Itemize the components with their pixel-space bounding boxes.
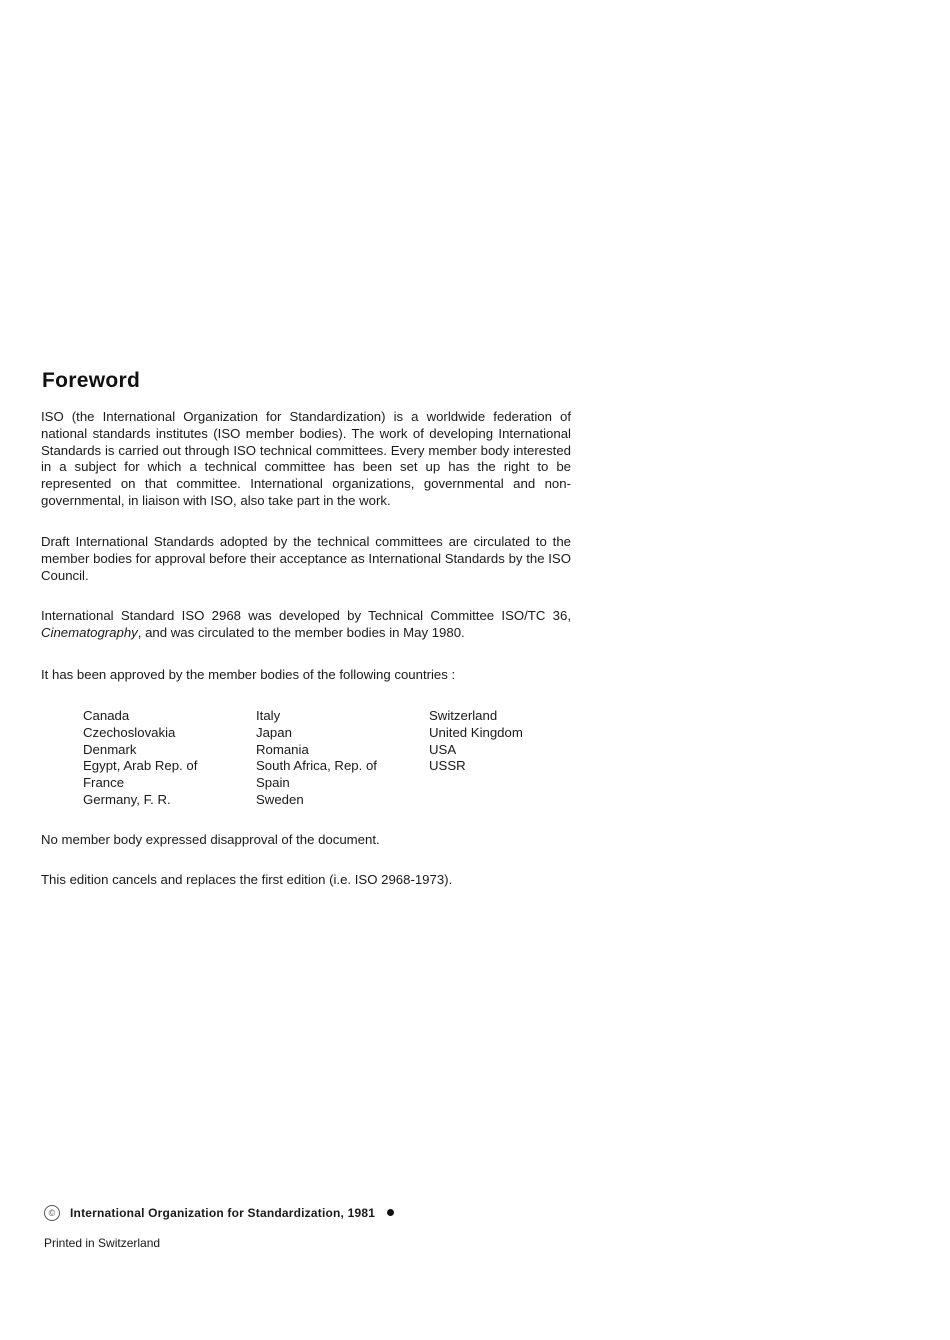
country-column xyxy=(83,708,253,809)
page-title: Foreword xyxy=(42,369,141,392)
copyright-text: International Organization for Standardization, 1981 xyxy=(70,1205,376,1220)
country-item: Germany, F. R. xyxy=(83,791,171,807)
country-item: Canada xyxy=(83,708,130,723)
foreword-paragraph-disapproval: No member body expressed disapproval of the document. xyxy=(41,832,380,847)
country-item: South Africa, Rep. of xyxy=(256,758,377,774)
committee-name: Cinematography xyxy=(41,624,138,640)
foreword-paragraph-draft: Draft International Standards adopted by the technical committees are circulated to the member bodies for approval before their acceptance as International Standards by the ISO Council. xyxy=(41,534,571,583)
foreword-paragraph-iso: ISO (the International Organization for Standardization) is a worldwide federation of national standards institutes (ISO member bodies). The work of developing International Standards is carried out through ISO technical committees. Every member body interested in a subject for which a technical committee has been set up has the right to be represented on that committee. International organizations, governmental and non-governmental, in liaison with ISO, also take part in the work. xyxy=(41,409,571,508)
country-item: USSR xyxy=(429,758,466,774)
foreword-paragraph-approval: It has been approved by the member bodies of the following countries : xyxy=(41,667,456,682)
foreword-paragraph-development xyxy=(41,608,571,642)
foreword-paragraph-edition: This edition cancels and replaces the first edition (i.e. ISO 2968-1973). xyxy=(41,872,453,887)
country-item: Czechoslovakia xyxy=(83,724,176,740)
country-column xyxy=(429,708,599,775)
country-item: Sweden xyxy=(256,791,304,807)
bullet-icon xyxy=(387,1209,394,1216)
printed-in-note: Printed in Switzerland xyxy=(44,1236,161,1250)
country-column xyxy=(256,708,426,809)
country-item: Spain xyxy=(256,775,290,791)
copyright-icon: © xyxy=(44,1205,60,1221)
development-text-start: International Standard ISO 2968 was developed by Technical Committee ISO/TC 36, xyxy=(41,608,571,623)
country-item: France xyxy=(83,775,125,791)
country-item: Romania xyxy=(256,741,309,757)
country-item: Italy xyxy=(256,708,281,723)
country-item: Egypt, Arab Rep. of xyxy=(83,758,198,774)
country-item: United Kingdom xyxy=(429,724,523,740)
country-item: USA xyxy=(429,741,457,757)
copyright-line xyxy=(44,1204,394,1221)
development-text-end: , and was circulated to the member bodies in May 1980. xyxy=(137,624,465,640)
country-item: Switzerland xyxy=(429,708,498,723)
country-item: Japan xyxy=(256,724,292,740)
country-item: Denmark xyxy=(83,741,137,757)
